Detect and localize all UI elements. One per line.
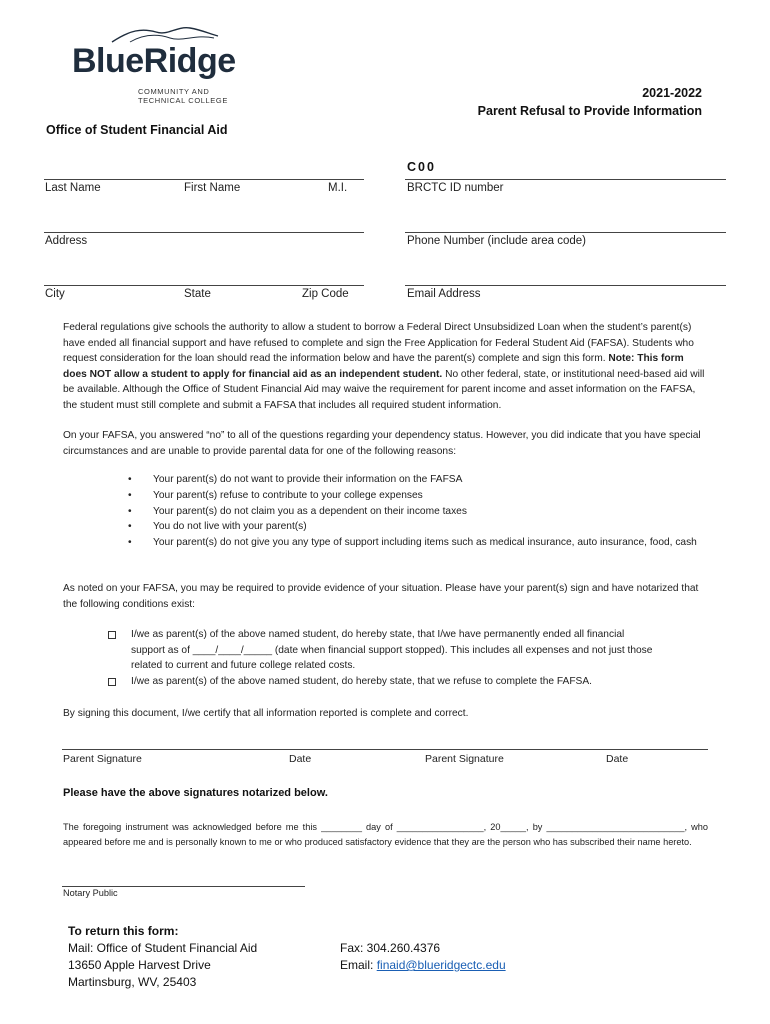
signature-line[interactable]	[62, 749, 708, 750]
city-label: City	[45, 288, 65, 300]
state-label: State	[184, 288, 211, 300]
list-item: • You do not live with your parent(s)	[128, 519, 698, 535]
email-label: Email Address	[407, 288, 481, 300]
address-line[interactable]	[44, 232, 364, 233]
first-name-label: First Name	[184, 182, 241, 194]
fafsa-paragraph: On your FAFSA, you answered “no” to all of the questions regarding your dependency status. However, you did indicate that you have special circumstances and are unable to provide parental data for one of the following reasons:	[63, 430, 701, 457]
date-label-2: Date	[606, 753, 629, 765]
id-prefix: C00	[407, 160, 436, 174]
date-label-1: Date	[289, 753, 312, 765]
list-item: • Your parent(s) do not want to provide their information on the FAFSA	[128, 472, 698, 488]
reasons-list	[128, 472, 698, 551]
list-item: • Your parent(s) do not claim you as a dependent on their income taxes	[128, 504, 698, 520]
notary-label: Notary Public	[63, 888, 118, 898]
address-label: Address	[45, 235, 88, 247]
name-line[interactable]	[44, 179, 364, 180]
email-line[interactable]	[405, 285, 726, 286]
condition-item	[108, 627, 653, 674]
form-title: Parent Refusal to Provide Information	[477, 104, 702, 118]
phone-line[interactable]	[405, 232, 726, 233]
list-item: • Your parent(s) do not give you any type of support including items such as medical insurance, auto insurance, food, cash	[128, 535, 698, 551]
parent-signature-label-2: Parent Signature	[425, 753, 504, 765]
intro-text-2: No other federal, state, or institutional need-based aid will be available. Although the Office of Student Financial Aid may waive the requirement for parent income and asset information on the FAFSA, the student must still complete and submit a FAFSA that includes all required student information.	[63, 368, 705, 411]
notarize-heading: Please have the above signatures notarized below.	[63, 787, 328, 799]
evidence-paragraph: As noted on your FAFSA, you may be required to provide evidence of your situation. Please have your parent(s) sign and have notarized that the following conditions exist:	[63, 583, 699, 610]
phone-label: Phone Number (include area code)	[407, 235, 586, 247]
conditions-list	[108, 627, 653, 689]
condition-text: I/we as parent(s) of the above named student, do hereby state, that we refuse to complete the FAFSA.	[131, 675, 592, 687]
office-name: Office of Student Financial Aid	[46, 123, 228, 137]
logo-subtitle-line1: COMMUNITY AND	[138, 87, 210, 96]
last-name-label: Last Name	[45, 182, 101, 194]
checkbox-condition-2[interactable]	[108, 678, 116, 686]
mi-label: M.I.	[328, 182, 348, 194]
return-street: 13650 Apple Harvest Drive	[68, 958, 211, 972]
checkbox-condition-1[interactable]	[108, 631, 116, 639]
brctc-id-label: BRCTC ID number	[407, 182, 504, 194]
return-email	[340, 957, 506, 974]
email-link[interactable]: finaid@blueridgectc.edu	[376, 958, 506, 972]
notary-line[interactable]	[62, 886, 305, 887]
condition-text: I/we as parent(s) of the above named student, do hereby state, that I/we have permanently ended all financial support as of ____/____/_____ (date when financial support stopped). This includes all expenses and not just those related to current and future college related costs.	[131, 629, 653, 671]
intro-note: Note: This form does NOT allow a student to apply for financial aid as an independent student.	[63, 353, 684, 380]
academic-year: 2021-2022	[642, 86, 702, 100]
list-item: • Your parent(s) refuse to contribute to your college expenses	[128, 488, 698, 504]
notary-text: The foregoing instrument was acknowledged before me this ________ day of _________________, 20_____, by ___________________________, who appeared before me and is personally known to me or who produced satisfactory evidence that they are the person who has subscribed their name hereto.	[63, 822, 708, 847]
return-heading: To return this form:	[68, 924, 179, 938]
condition-item	[108, 674, 653, 690]
intro-paragraph	[63, 320, 708, 413]
logo-wordmark: BlueRidge	[72, 42, 236, 80]
city-line[interactable]	[44, 285, 364, 286]
return-city: Martinsburg, WV, 25403	[68, 975, 197, 989]
intro-text-1: Federal regulations give schools the authority to allow a student to borrow a Federal Direct Unsubsidized Loan when the student’s parent(s) have ended all financial support and have refused to complete and sign the Free Application for Federal Student Aid (FAFSA). Students who request consideration for the loan should read the information below and have the parent(s) complete and sign this form.	[63, 322, 694, 364]
email-prefix: Email:	[340, 958, 377, 972]
brctc-id-line[interactable]	[405, 179, 726, 180]
return-mail: Mail: Office of Student Financial Aid	[68, 941, 258, 955]
zip-label: Zip Code	[302, 288, 349, 300]
return-fax: Fax: 304.260.4376	[340, 941, 441, 955]
certify-statement: By signing this document, I/we certify that all information reported is complete and correct.	[63, 708, 469, 719]
parent-signature-label-1: Parent Signature	[63, 753, 142, 765]
logo-subtitle-line2: TECHNICAL COLLEGE	[138, 96, 228, 105]
